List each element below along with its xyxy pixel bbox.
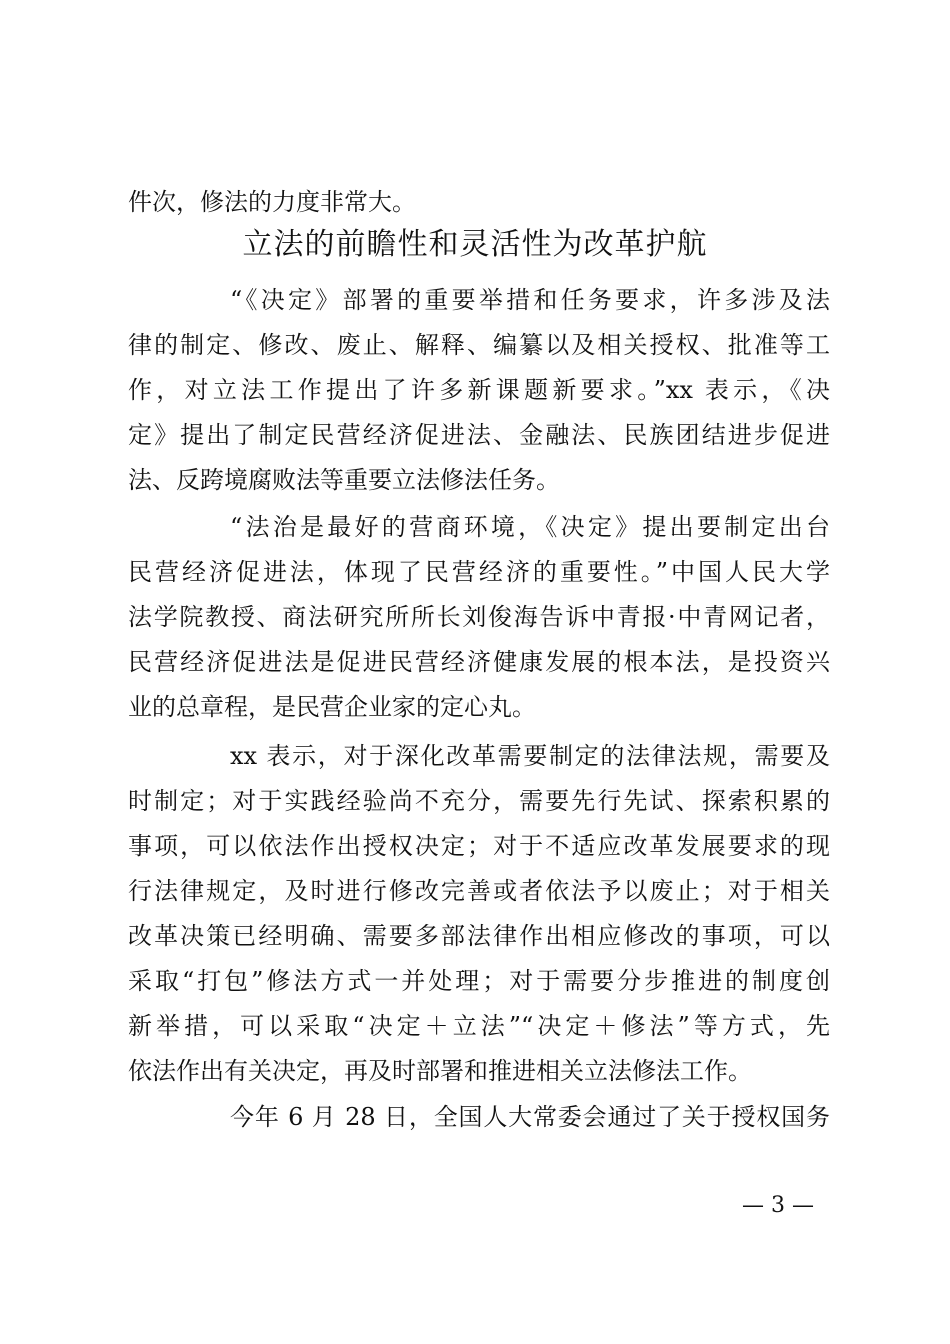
intro-line: 件次，修法的力度非常大。 xyxy=(128,188,416,216)
paragraph-3-line-7: 新举措，可以采取“决定＋立法”“决定＋修法”等方式，先 xyxy=(128,1012,830,1040)
paragraph-3-line-4: 行法律规定，及时进行修改完善或者依法予以废止；对于相关 xyxy=(128,877,830,905)
paragraph-2-line-1: “法治是最好的营商环境，《决定》提出要制定出台 xyxy=(230,513,830,541)
paragraph-3-line-1: xx 表示，对于深化改革需要制定的法律法规，需要及 xyxy=(230,742,830,770)
paragraph-3-line-8: 依法作出有关决定，再及时部署和推进相关立法修法工作。 xyxy=(128,1057,752,1085)
paragraph-3-line-5: 改革决策已经明确、需要多部法律作出相应修改的事项，可以 xyxy=(128,922,830,950)
paragraph-1-line-1: “《决定》部署的重要举措和任务要求，许多涉及法 xyxy=(230,286,830,314)
paragraph-1-line-5: 法、反跨境腐败法等重要立法修法任务。 xyxy=(128,466,560,494)
paragraph-1-line-2: 律的制定、修改、废止、解释、编纂以及相关授权、批准等工 xyxy=(128,331,830,359)
paragraph-2-line-2: 民营经济促进法，体现了民营经济的重要性。”中国人民大学 xyxy=(128,558,830,586)
page-number: — 3 — xyxy=(742,1193,814,1218)
paragraph-2-line-5: 业的总章程，是民营企业家的定心丸。 xyxy=(128,693,536,721)
paragraph-3-line-3: 事项，可以依法作出授权决定；对于不适应改革发展要求的现 xyxy=(128,832,830,860)
paragraph-2-line-3: 法学院教授、商法研究所所长刘俊海告诉中青报·中青网记者， xyxy=(128,603,830,631)
section-title: 立法的前瞻性和灵活性为改革护航 xyxy=(242,227,708,262)
paragraph-2-line-4: 民营经济促进法是促进民营经济健康发展的根本法，是投资兴 xyxy=(128,648,830,676)
paragraph-3-line-2: 时制定；对于实践经验尚不充分，需要先行先试、探索积累的 xyxy=(128,787,830,815)
paragraph-3-line-6: 采取“打包”修法方式一并处理；对于需要分步推进的制度创 xyxy=(128,967,830,995)
paragraph-1-line-4: 定》提出了制定民营经济促进法、金融法、民族团结进步促进 xyxy=(128,421,830,449)
paragraph-1-line-3: 作，对立法工作提出了许多新课题新要求。”xx 表示，《决 xyxy=(128,376,830,404)
paragraph-4-line-1: 今年 6 月 28 日，全国人大常委会通过了关于授权国务 xyxy=(230,1103,830,1131)
